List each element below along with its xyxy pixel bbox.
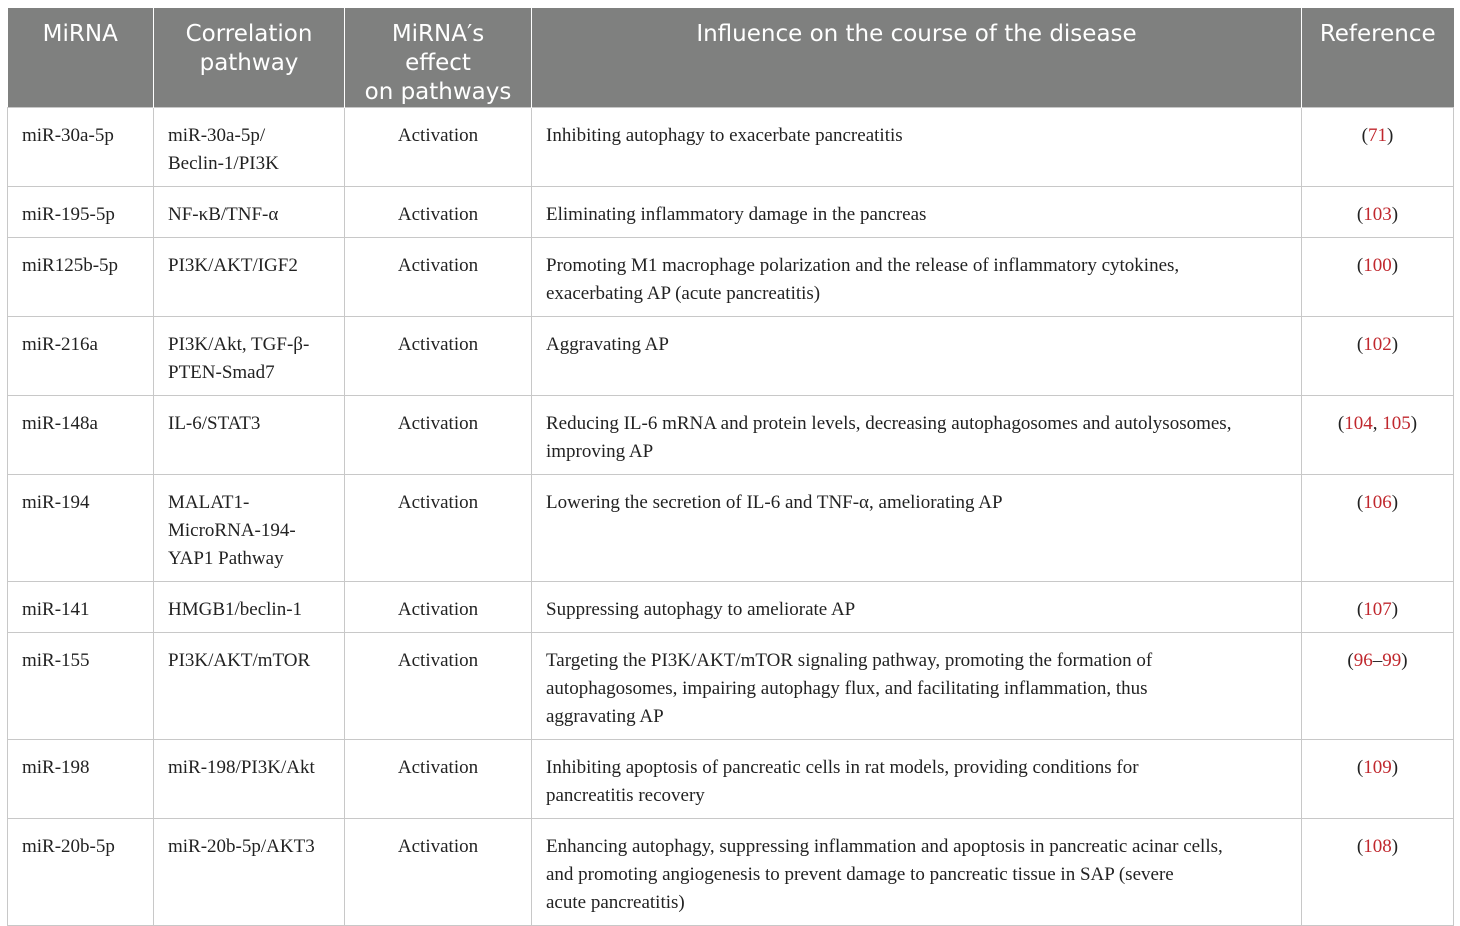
mirna-cell: miR-20b-5p — [8, 819, 154, 926]
mirna-pathway-table — [7, 8, 1454, 926]
pathway-line: PI3K/AKT/IGF2 — [168, 255, 298, 276]
influence-cell — [532, 582, 1302, 633]
pathway-line: PI3K/Akt, TGF-β- — [168, 334, 310, 355]
header-mirna-effect: MiRNA′s effect on pathways — [345, 8, 532, 108]
effect-cell: Activation — [345, 396, 532, 475]
pathway-line: miR-30a-5p/ — [168, 125, 266, 146]
influence-cell — [532, 633, 1302, 740]
header-correlation-pathway: Correlation pathway — [154, 8, 345, 108]
mirna-cell: miR-195-5p — [8, 187, 154, 238]
influence-line: Targeting the PI3K/AKT/mTOR signaling pathway, promoting the formation of — [546, 650, 1153, 671]
table-row — [8, 740, 1454, 819]
pathway-line: Beclin-1/PI3K — [168, 153, 279, 174]
influence-line: Suppressing autophagy to ameliorate AP — [546, 599, 856, 620]
table-row — [8, 396, 1454, 475]
pathway-cell — [154, 108, 345, 187]
reference-link[interactable]: 100 — [1363, 255, 1392, 276]
reference-link[interactable]: 105 — [1382, 413, 1411, 434]
pathway-line: IL-6/STAT3 — [168, 413, 261, 434]
influence-cell — [532, 238, 1302, 317]
pathway-cell — [154, 238, 345, 317]
table-row — [8, 187, 1454, 238]
influence-line: Lowering the secretion of IL-6 and TNF-α, ameliorating AP — [546, 492, 1003, 513]
influence-line: Promoting M1 macrophage polarization and the release of inflammatory cytokines, — [546, 255, 1180, 276]
influence-cell — [532, 475, 1302, 582]
influence-cell — [532, 187, 1302, 238]
mirna-cell: miR-30a-5p — [8, 108, 154, 187]
influence-cell — [532, 108, 1302, 187]
mirna-cell: miR-198 — [8, 740, 154, 819]
influence-line: autophagosomes, impairing autophagy flux, and facilitating inflammation, thus — [546, 678, 1148, 699]
table-row — [8, 633, 1454, 740]
reference-link[interactable]: 71 — [1368, 125, 1387, 146]
table-row — [8, 475, 1454, 582]
effect-cell: Activation — [345, 582, 532, 633]
pathway-line: MicroRNA-194- — [168, 520, 296, 541]
influence-line: acute pancreatitis) — [546, 892, 685, 913]
table-row — [8, 582, 1454, 633]
influence-cell — [532, 819, 1302, 926]
pathway-line: PI3K/AKT/mTOR — [168, 650, 311, 671]
reference-link[interactable]: 104 — [1344, 413, 1373, 434]
reference-link[interactable]: 102 — [1363, 334, 1392, 355]
pathway-cell — [154, 317, 345, 396]
header-reference: Reference — [1302, 8, 1454, 108]
table-row — [8, 108, 1454, 187]
pathway-cell — [154, 740, 345, 819]
pathway-cell — [154, 187, 345, 238]
mirna-cell: miR125b-5p — [8, 238, 154, 317]
influence-line: and promoting angiogenesis to prevent damage to pancreatic tissue in SAP (severe — [546, 864, 1174, 885]
reference-link[interactable]: 99 — [1382, 650, 1402, 671]
pathway-cell — [154, 633, 345, 740]
table-row — [8, 819, 1454, 926]
effect-cell: Activation — [345, 819, 532, 926]
influence-line: Enhancing autophagy, suppressing inflammation and apoptosis in pancreatic acinar cells, — [546, 836, 1223, 857]
reference-cell: (104, 105) — [1302, 396, 1454, 475]
influence-line: aggravating AP — [546, 706, 664, 727]
effect-cell: Activation — [345, 633, 532, 740]
reference-link[interactable]: 109 — [1363, 757, 1392, 778]
influence-line: Inhibiting autophagy to exacerbate pancreatitis — [546, 125, 903, 146]
header-row — [8, 8, 1454, 108]
table-row — [8, 317, 1454, 396]
effect-cell: Activation — [345, 108, 532, 187]
pathway-line: HMGB1/beclin-1 — [168, 599, 303, 620]
reference-cell: (102) — [1302, 317, 1454, 396]
reference-cell: (109) — [1302, 740, 1454, 819]
pathway-cell — [154, 582, 345, 633]
mirna-cell: miR-155 — [8, 633, 154, 740]
effect-cell: Activation — [345, 317, 532, 396]
influence-line: improving AP — [546, 441, 654, 462]
pathway-line: miR-198/PI3K/Akt — [168, 757, 315, 778]
effect-cell: Activation — [345, 475, 532, 582]
effect-cell: Activation — [345, 238, 532, 317]
reference-link[interactable]: 96 — [1353, 650, 1373, 671]
influence-line: Reducing IL-6 mRNA and protein levels, decreasing autophagosomes and autolysosomes, — [546, 413, 1232, 434]
reference-cell: (108) — [1302, 819, 1454, 926]
mirna-cell: miR-216a — [8, 317, 154, 396]
pathway-cell — [154, 396, 345, 475]
reference-link[interactable]: 108 — [1363, 836, 1392, 857]
influence-cell — [532, 396, 1302, 475]
influence-line: Aggravating AP — [546, 334, 669, 355]
reference-cell: (100) — [1302, 238, 1454, 317]
reference-cell: (71) — [1302, 108, 1454, 187]
pathway-line: miR-20b-5p/AKT3 — [168, 836, 315, 857]
mirna-cell: miR-194 — [8, 475, 154, 582]
influence-line: Eliminating inflammatory damage in the pancreas — [546, 204, 927, 225]
pathway-cell — [154, 819, 345, 926]
table-row — [8, 238, 1454, 317]
pathway-cell — [154, 475, 345, 582]
reference-cell: (106) — [1302, 475, 1454, 582]
influence-line: pancreatitis recovery — [546, 785, 705, 806]
reference-link[interactable]: 106 — [1363, 492, 1392, 513]
reference-cell: (96–99) — [1302, 633, 1454, 740]
reference-cell: (103) — [1302, 187, 1454, 238]
pathway-line: MALAT1- — [168, 492, 250, 513]
header-mirna: MiRNA — [8, 8, 154, 108]
pathway-line: PTEN-Smad7 — [168, 362, 275, 383]
reference-link[interactable]: 103 — [1363, 204, 1392, 225]
reference-cell: (107) — [1302, 582, 1454, 633]
influence-cell — [532, 740, 1302, 819]
effect-cell: Activation — [345, 740, 532, 819]
mirna-cell: miR-148a — [8, 396, 154, 475]
influence-cell — [532, 317, 1302, 396]
influence-line: Inhibiting apoptosis of pancreatic cells in rat models, providing conditions for — [546, 757, 1139, 778]
pathway-line: YAP1 Pathway — [168, 548, 284, 569]
header-influence: Influence on the course of the disease — [532, 8, 1302, 108]
pathway-line: NF-κB/TNF-α — [168, 204, 279, 225]
reference-link[interactable]: 107 — [1363, 599, 1392, 620]
influence-line: exacerbating AP (acute pancreatitis) — [546, 283, 821, 304]
effect-cell: Activation — [345, 187, 532, 238]
mirna-cell: miR-141 — [8, 582, 154, 633]
